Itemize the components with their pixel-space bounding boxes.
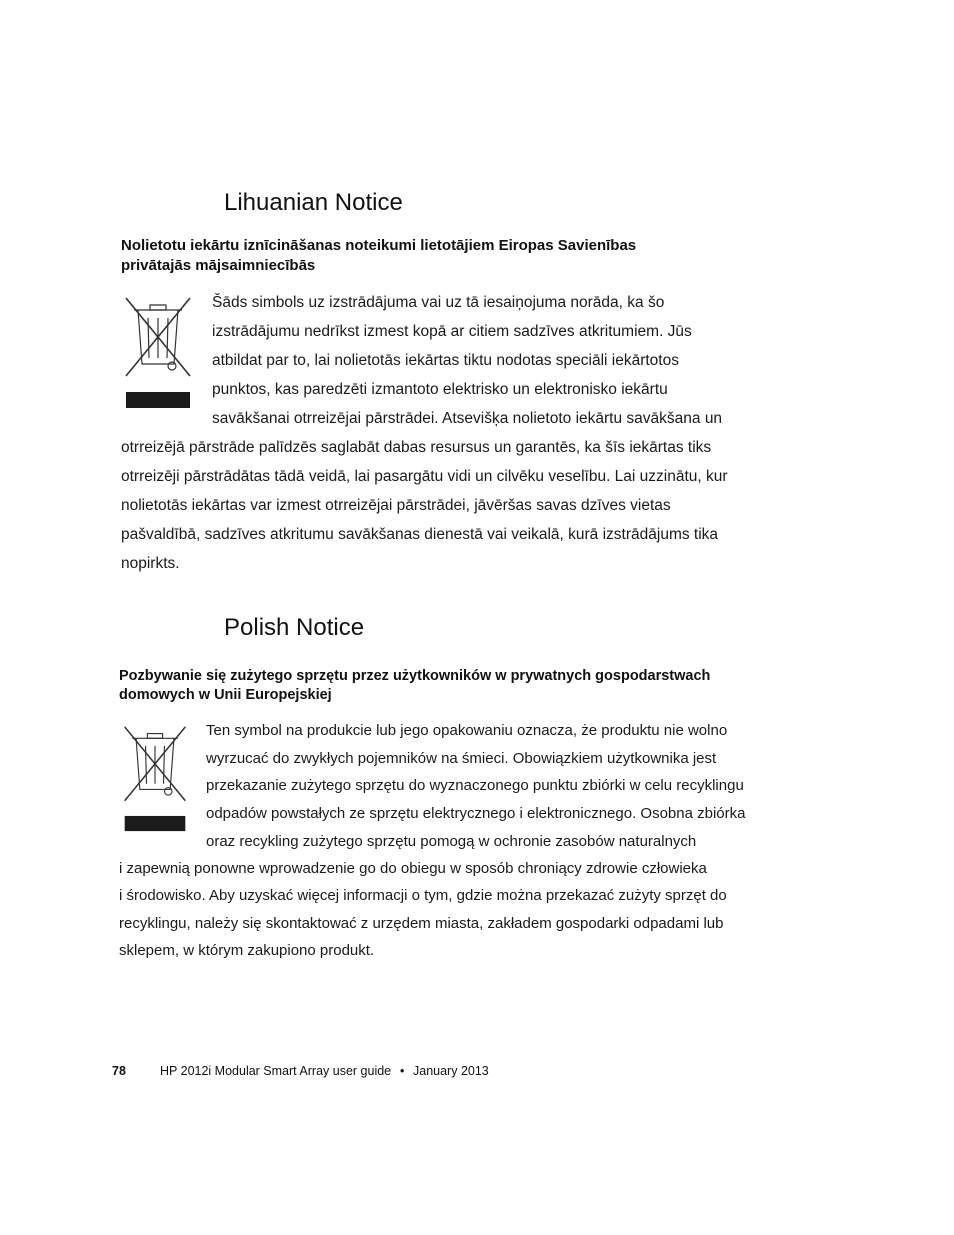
paragraph-line: punktos, kas paredzēti izmantoto elektrisko un elektronisko iekārtu [212,381,668,398]
paragraph-line: i zapewnią ponowne wprowadzenie go do obiegu w sposób chroniący zdrowie człowieka [119,860,707,877]
paragraph-line: otrreizējā pārstrāde palīdzēs saglabāt dabas resursus un garantēs, ka šīs iekārtas tiks [121,439,712,456]
paragraph-line: Šāds simbols uz izstrādājuma vai uz tā iesaiņojuma norāda, ka šo [212,294,665,311]
crossed-out-wheelie-bin-icon [124,296,192,410]
paragraph-line: recyklingu, należy się skontaktować z urzędem miasta, zakładem gospodarki odpadami lub [119,915,724,932]
section-heading: Lihuanian Notice [224,189,403,216]
paragraph-line: otrreizēji pārstrādātas tādā veidā, lai pasargātu vidi un cilvēku veselību. Lai uzzinātu, kur [121,468,728,485]
paragraph-line: oraz recykling zużytego sprzętu pomogą w ochronie zasobów naturalnych [206,833,697,850]
paragraph-line: savākšanai otrreizējai pārstrādei. Atsevišķa nolietoto iekārtu savākšana un [212,410,723,427]
paragraph-line: sklepem, w którym zakupiono produkt. [119,942,375,959]
page-number: 78 [112,1064,126,1078]
paragraph-line: wyrzucać do zwykłych pojemników na śmieci. Obowiązkiem użytkownika jest [206,750,717,767]
paragraph-line: przekazanie zużytego sprzętu do wyznaczonego punktu zbiórki w celu recyklingu [206,777,744,794]
paragraph-line: i środowisko. Aby uzyskać więcej informacji o tym, gdzie można przekazać zużyty sprzęt do [119,887,727,904]
paragraph-line: odpadów powstałych ze sprzętu elektrycznego i elektronicznego. Osobna zbiórka [206,805,746,822]
subheading-line: Nolietotu iekārtu iznīcināšanas noteikumi lietotājiem Eiropas Savienības [121,237,637,254]
section-heading: Polish Notice [224,614,365,641]
document-title: HP 2012i Modular Smart Array user guide [160,1064,392,1078]
section-subheading [119,667,710,705]
paragraph-line: atbildat par to, lai nolietotās iekārtas tiktu nodotas speciāli iekārtotos [212,352,679,369]
document-date: January 2013 [413,1064,489,1078]
subheading-line: Pozbywanie się zużytego sprzętu przez użytkowników w prywatnych gospodarstwach [119,668,711,684]
paragraph-line: nolietotās iekārtas var izmest otrreizējai pārstrādei, jāvēršas savas dzīves vietas [121,497,671,514]
subheading-line: domowych w Unii Europejskiej [119,687,332,703]
paragraph-line: nopirkts. [121,555,180,572]
section-subheading [121,236,636,276]
paragraph-line: pašvaldībā, sadzīves atkritumu savākšanas dienestā vai veikalā, kurā izstrādājums tika [121,526,719,543]
footer-bullet: • [400,1064,405,1078]
paragraph-line: izstrādājumu nedrīkst izmest kopā ar citiem sadzīves atkritumiem. Jūs [212,323,692,340]
paragraph-line: Ten symbol na produkcie lub jego opakowaniu oznacza, że produktu nie wolno [206,722,728,739]
subheading-line: privātajās mājsaimniecībās [121,257,316,274]
crossed-out-wheelie-bin-icon [122,725,188,833]
